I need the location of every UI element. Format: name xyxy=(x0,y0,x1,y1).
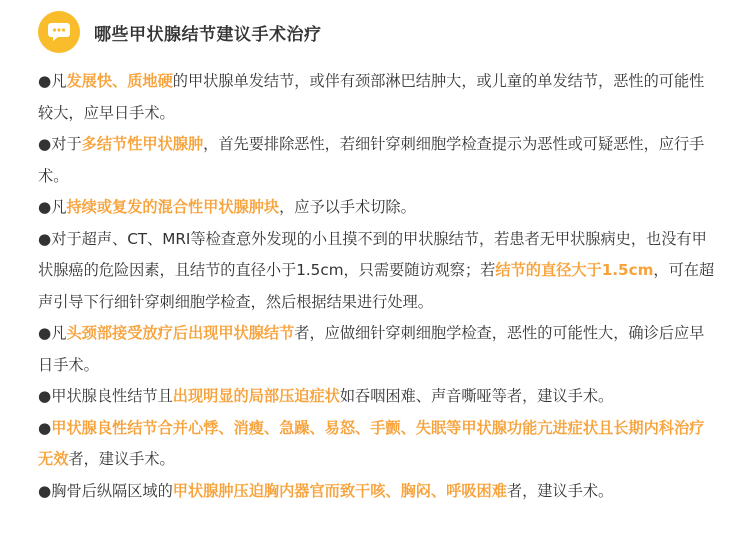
highlight-text: 出现明显的局部压迫症状 xyxy=(172,387,340,405)
list-item xyxy=(38,192,718,224)
list-item xyxy=(38,224,718,319)
body-text: ●甲状腺良性结节且 xyxy=(38,387,173,405)
body-text: ●凡 xyxy=(38,72,67,90)
list-item xyxy=(38,476,718,508)
body-text: 者，应做细针穿刺细胞学检查，恶性的可能性大，确诊后应早日手术。 xyxy=(38,324,705,374)
body-text: ●凡 xyxy=(38,324,67,342)
page-title: 哪些甲状腺结节建议手术治疗 xyxy=(94,24,322,45)
highlight-text: 多结节性甲状腺肿 xyxy=(81,135,204,153)
body-text: 如吞咽困难、声音嘶哑等者，建议手术。 xyxy=(339,387,614,405)
list-item xyxy=(38,129,718,192)
list-item xyxy=(38,381,718,413)
body-text: ● xyxy=(38,418,52,437)
article-body xyxy=(38,66,718,507)
highlight-text: 持续或复发的混合性甲状腺肿块 xyxy=(66,198,280,216)
body-text: 者，建议手术。 xyxy=(506,481,614,500)
highlight-text: 发展快、质地硬 xyxy=(66,72,173,90)
list-item xyxy=(38,318,718,381)
body-text: 者，建议手术。 xyxy=(68,450,175,468)
highlight-text: 结节的直径大于1.5cm xyxy=(495,261,654,279)
body-text: ●胸骨后纵隔区域的 xyxy=(38,481,173,500)
chat-bubble-badge xyxy=(38,11,80,53)
body-text: ，首先要排除恶性，若细针穿刺细胞学检查提示为恶性或可疑恶性，应行手术。 xyxy=(38,135,705,185)
body-text: ●对于 xyxy=(38,135,82,153)
chat-bubble-icon xyxy=(47,21,71,43)
body-text: ，可在超声引导下行细针穿刺细胞学检查，然后根据结果进行处理。 xyxy=(38,261,715,311)
highlight-text: 甲状腺良性结节合并心悸、消瘦、急躁、易怒、手颤、失眠等甲状腺功能亢进症状且长期内科治疗无效 xyxy=(38,418,705,468)
body-text: 的甲状腺单发结节，或伴有颈部淋巴结肿大，或儿童的单发结节，恶性的可能性较大，应早日手术。 xyxy=(38,72,705,122)
body-text: ，应予以手术切除。 xyxy=(279,198,416,216)
section-header xyxy=(38,10,322,54)
highlight-text: 甲状腺肿压迫胸内器官而致干咳、胸闷、呼吸困难 xyxy=(172,481,507,500)
body-text: ●凡 xyxy=(38,198,67,216)
body-text: ●对于超声、CT、MRI等检查意外发现的小且摸不到的甲状腺结节，若患者无甲状腺病史，也没有甲状腺癌的危险因素，且结节的直径小于1.5cm，只需要随访观察；若 xyxy=(38,229,707,279)
list-item xyxy=(38,66,718,129)
list-item xyxy=(38,413,718,476)
highlight-text: 头颈部接受放疗后出现甲状腺结节 xyxy=(66,324,295,342)
